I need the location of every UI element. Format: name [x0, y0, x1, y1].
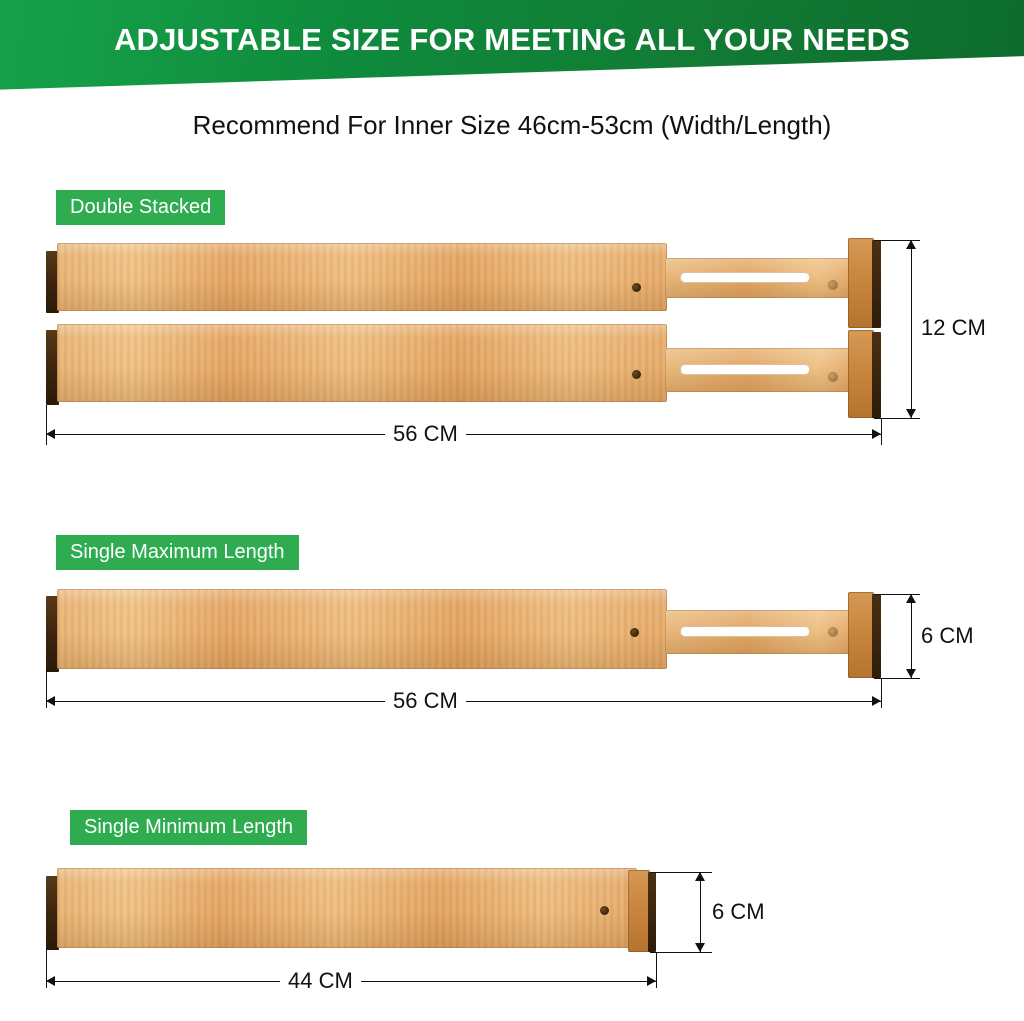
dim-arrow-up [906, 240, 916, 249]
adjustment-slot-upper [680, 272, 810, 283]
end-cap-edge [872, 594, 881, 678]
dim-label-6cm-middle: 6 CM [921, 623, 974, 648]
pivot-screw [600, 906, 609, 915]
pivot-screw-upper [632, 283, 641, 292]
page-title: ADJUSTABLE SIZE FOR MEETING ALL YOUR NEEDS [113, 22, 911, 57]
adjustment-slot-lower [680, 364, 810, 375]
section-label-single-maximum: Single Maximum Length [56, 535, 299, 570]
end-cap-edge [648, 872, 656, 952]
adjustment-slot [680, 626, 810, 637]
dim-arrow-down [695, 943, 705, 952]
dim-arrow-right [872, 429, 881, 439]
board-single-max [57, 589, 667, 669]
dim-arrow-up [695, 872, 705, 881]
dim-label-12cm: 12 CM [921, 315, 986, 340]
dim-extension-right [881, 678, 882, 708]
dim-arrow-up [906, 594, 916, 603]
dim-arrow-left [46, 429, 55, 439]
dim-label-56cm-top: 56 CM [385, 421, 466, 447]
section-label-single-minimum: Single Minimum Length [70, 810, 307, 845]
dim-extension-right [656, 952, 657, 988]
dim-extension-bottom [650, 952, 712, 953]
section-label-double-stacked: Double Stacked [56, 190, 225, 225]
board-lower [57, 324, 667, 402]
end-cap-upper [848, 238, 874, 328]
end-cap-upper-edge [872, 240, 881, 328]
lock-screw-upper [829, 281, 837, 289]
dim-label-6cm-bottom: 6 CM [712, 899, 765, 924]
dim-line-vertical [911, 240, 912, 418]
dim-arrow-left [46, 976, 55, 986]
end-cap-lower [848, 330, 874, 418]
board-single-min [57, 868, 637, 948]
board-upper [57, 243, 667, 311]
dim-line-vertical [911, 594, 912, 678]
pivot-screw [630, 628, 639, 637]
dim-label-44cm: 44 CM [280, 968, 361, 994]
dim-arrow-left [46, 696, 55, 706]
end-cap [848, 592, 874, 678]
dim-arrow-right [872, 696, 881, 706]
subtitle-recommend-size: Recommend For Inner Size 46cm-53cm (Width/Length) [192, 110, 832, 140]
lock-screw-lower [829, 373, 837, 381]
dim-extension-right [881, 418, 882, 445]
lock-screw [829, 628, 837, 636]
dim-label-56cm-middle: 56 CM [385, 688, 466, 714]
dim-arrow-right [647, 976, 656, 986]
end-cap [628, 870, 650, 952]
end-cap-lower-edge [872, 332, 881, 418]
dim-arrow-down [906, 669, 916, 678]
dim-line-vertical [700, 872, 701, 952]
pivot-screw-lower [632, 370, 641, 379]
header-banner [0, 0, 1024, 100]
dim-arrow-down [906, 409, 916, 418]
dim-extension-left [46, 405, 47, 445]
